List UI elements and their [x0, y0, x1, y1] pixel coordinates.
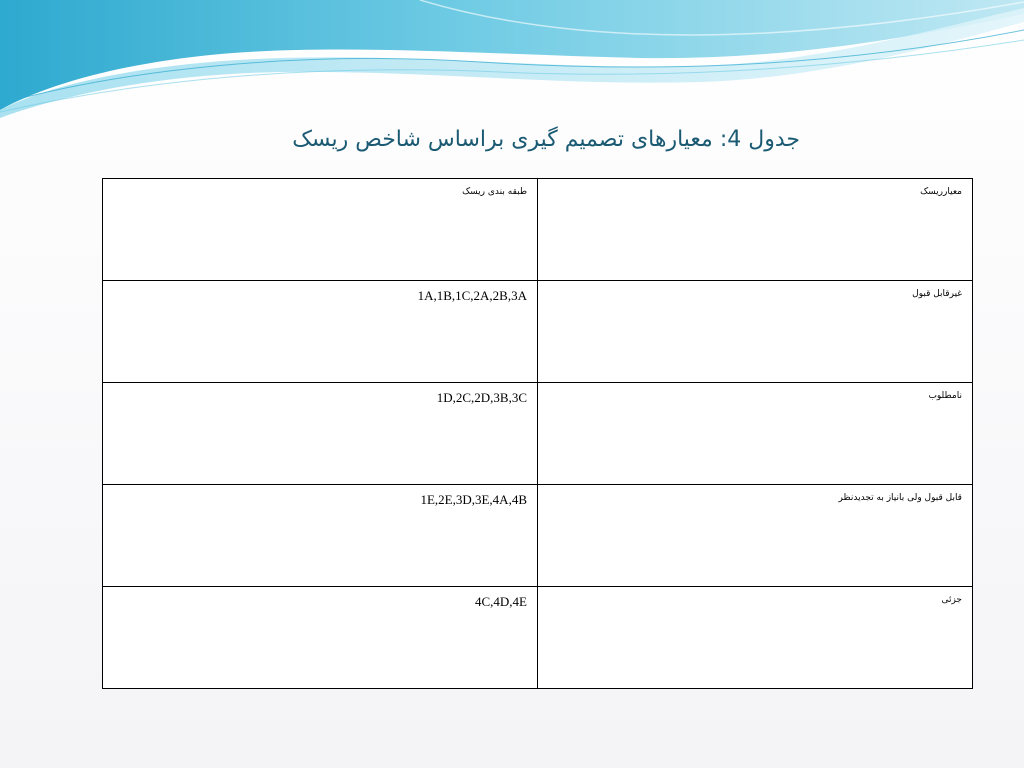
classification-cell [103, 587, 538, 689]
classification-cell [103, 383, 538, 485]
classification-text: 1E,2E,3D,3E,4A,4B [420, 492, 527, 507]
header-criteria-cell [538, 179, 973, 281]
criteria-text: نامطلوب [928, 391, 962, 401]
criteria-text: قابل قبول ولی بانیاز به تجدیدنظر [838, 493, 962, 503]
classification-cell [103, 485, 538, 587]
table-row [103, 485, 973, 587]
criteria-text: جزئی [941, 595, 962, 605]
criteria-text: غیرقابل قبول [912, 289, 962, 299]
criteria-cell [538, 485, 973, 587]
criteria-cell [538, 383, 973, 485]
classification-text: 1A,1B,1C,2A,2B,3A [417, 288, 527, 303]
criteria-cell [538, 587, 973, 689]
classification-text: 1D,2C,2D,3B,3C [436, 390, 527, 405]
criteria-cell [538, 281, 973, 383]
slide-title: جدول 4: معیارهای تصمیم گیری براساس شاخص ریسک [292, 127, 800, 152]
header-wave-decoration [0, 0, 1024, 130]
table-row [103, 281, 973, 383]
risk-criteria-table [102, 178, 973, 689]
header-classification-label: طبقه بندی ریسک [462, 187, 527, 197]
classification-text: 4C,4D,4E [475, 594, 527, 609]
classification-cell [103, 281, 538, 383]
table-row [103, 587, 973, 689]
table-header-row [103, 179, 973, 281]
header-classification-cell [103, 179, 538, 281]
header-criteria-label: معیارریسک [920, 187, 962, 197]
table-row [103, 383, 973, 485]
